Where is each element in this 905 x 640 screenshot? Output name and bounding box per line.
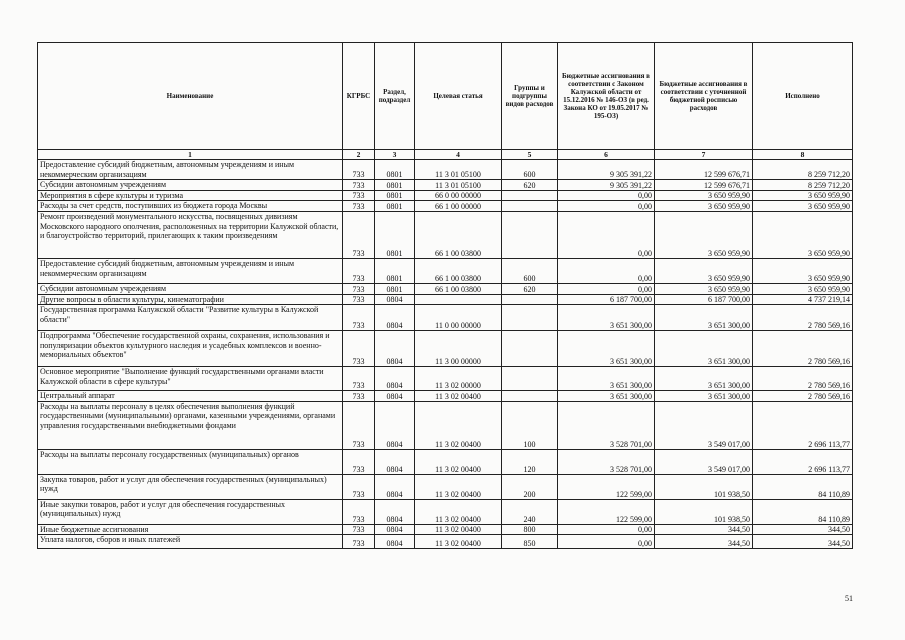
row-vid [502, 391, 558, 402]
row-name: Центральный аппарат [38, 391, 343, 402]
row-vid: 600 [502, 160, 558, 180]
row-plan-amount: 3 651 300,00 [655, 305, 753, 331]
row-law-amount: 0,00 [558, 535, 655, 549]
row-kgrbs: 733 [343, 283, 375, 294]
row-razdel: 0801 [375, 283, 415, 294]
row-kgrbs: 733 [343, 331, 375, 367]
row-vid [502, 190, 558, 201]
row-vid [502, 294, 558, 305]
table-row [38, 258, 853, 283]
row-name: Предоставление субсидий бюджетным, автономным учреждениям и иным некоммерческим организациям [38, 160, 343, 180]
table-row [38, 331, 853, 367]
row-kgrbs: 733 [343, 401, 375, 449]
column-number: 8 [753, 150, 853, 160]
row-statya: 11 3 02 00400 [415, 401, 502, 449]
row-razdel: 0804 [375, 524, 415, 535]
row-name: Иные закупки товаров, работ и услуг для обеспечения государственных (муниципальных) нужд [38, 499, 343, 524]
row-kgrbs: 733 [343, 367, 375, 391]
row-kgrbs: 733 [343, 294, 375, 305]
row-law-amount: 0,00 [558, 190, 655, 201]
header-name: Наименование [38, 43, 343, 150]
table-row [38, 283, 853, 294]
table-row [38, 524, 853, 535]
row-statya: 11 3 01 05100 [415, 160, 502, 180]
row-vid [502, 211, 558, 258]
row-kgrbs: 733 [343, 474, 375, 499]
row-kgrbs: 733 [343, 499, 375, 524]
row-plan-amount: 3 650 959,90 [655, 201, 753, 212]
row-statya: 11 3 02 00400 [415, 391, 502, 402]
row-plan-amount: 12 599 676,71 [655, 180, 753, 191]
budget-execution-table [37, 42, 853, 549]
row-plan-amount: 3 650 959,90 [655, 211, 753, 258]
row-razdel: 0801 [375, 211, 415, 258]
row-vid: 240 [502, 499, 558, 524]
row-law-amount: 0,00 [558, 211, 655, 258]
column-number: 3 [375, 150, 415, 160]
header-row [38, 43, 853, 150]
table-row [38, 401, 853, 449]
row-done-amount: 2 696 113,77 [753, 449, 853, 474]
row-statya: 11 3 02 00400 [415, 449, 502, 474]
row-vid [502, 305, 558, 331]
row-statya: 66 1 00 03800 [415, 258, 502, 283]
row-plan-amount: 3 549 017,00 [655, 449, 753, 474]
row-done-amount: 344,50 [753, 535, 853, 549]
row-done-amount: 8 259 712,20 [753, 160, 853, 180]
row-kgrbs: 733 [343, 449, 375, 474]
row-razdel: 0801 [375, 190, 415, 201]
row-law-amount: 122 599,00 [558, 474, 655, 499]
row-plan-amount: 101 938,50 [655, 474, 753, 499]
row-done-amount: 3 650 959,90 [753, 211, 853, 258]
row-law-amount: 9 305 391,22 [558, 180, 655, 191]
row-razdel: 0804 [375, 401, 415, 449]
table-row [38, 367, 853, 391]
row-law-amount: 3 651 300,00 [558, 367, 655, 391]
row-razdel: 0804 [375, 331, 415, 367]
table-row [38, 474, 853, 499]
row-statya: 66 1 00 03800 [415, 211, 502, 258]
row-razdel: 0804 [375, 474, 415, 499]
column-number: 4 [415, 150, 502, 160]
header-law: Бюджетные ассигнования в соответствии с Законом Калужской области от 15.12.2016 № 146-ОЗ (в ред. Закона КО от 19.05.2017 № 195-ОЗ) [558, 43, 655, 150]
row-vid: 600 [502, 258, 558, 283]
row-plan-amount: 6 187 700,00 [655, 294, 753, 305]
row-name: Закупка товаров, работ и услуг для обеспечения государственных (муниципальных) нужд [38, 474, 343, 499]
row-plan-amount: 12 599 676,71 [655, 160, 753, 180]
row-statya [415, 294, 502, 305]
row-name: Расходы за счет средств, поступивших из бюджета города Москвы [38, 201, 343, 212]
row-done-amount: 2 696 113,77 [753, 401, 853, 449]
page-number: 51 [845, 594, 853, 603]
table-row [38, 449, 853, 474]
table-body [38, 160, 853, 549]
row-law-amount: 3 651 300,00 [558, 391, 655, 402]
row-plan-amount: 3 651 300,00 [655, 391, 753, 402]
row-vid: 850 [502, 535, 558, 549]
table-row [38, 305, 853, 331]
row-name: Субсидии автономным учреждениям [38, 283, 343, 294]
row-razdel: 0804 [375, 367, 415, 391]
row-statya: 11 3 02 00400 [415, 474, 502, 499]
row-razdel: 0801 [375, 258, 415, 283]
table-row [38, 160, 853, 180]
header-kgrbs: КГРБС [343, 43, 375, 150]
row-razdel: 0804 [375, 305, 415, 331]
table-row [38, 391, 853, 402]
row-razdel: 0804 [375, 294, 415, 305]
row-done-amount: 84 110,89 [753, 474, 853, 499]
header-vid: Группы и подгруппы видов расходов [502, 43, 558, 150]
row-law-amount: 3 651 300,00 [558, 305, 655, 331]
row-statya: 66 1 00 03800 [415, 283, 502, 294]
row-law-amount: 9 305 391,22 [558, 160, 655, 180]
table-row [38, 294, 853, 305]
row-kgrbs: 733 [343, 305, 375, 331]
row-kgrbs: 733 [343, 524, 375, 535]
row-name: Расходы на выплаты персоналу государственных (муниципальных) органов [38, 449, 343, 474]
row-vid [502, 331, 558, 367]
column-number-row [38, 150, 853, 160]
row-vid: 120 [502, 449, 558, 474]
row-name: Подпрограмма "Обеспечение государственной охраны, сохранения, использования и популяризации объектов культурного наследия и усадебных комплексов и военно-мемориальных объектов" [38, 331, 343, 367]
row-plan-amount: 344,50 [655, 524, 753, 535]
row-statya: 11 3 02 00400 [415, 499, 502, 524]
row-kgrbs: 733 [343, 258, 375, 283]
row-kgrbs: 733 [343, 211, 375, 258]
row-done-amount: 3 650 959,90 [753, 283, 853, 294]
row-law-amount: 0,00 [558, 283, 655, 294]
header-statya: Целевая статья [415, 43, 502, 150]
row-vid [502, 201, 558, 212]
table-row [38, 535, 853, 549]
row-law-amount: 122 599,00 [558, 499, 655, 524]
row-law-amount: 0,00 [558, 524, 655, 535]
row-razdel: 0801 [375, 160, 415, 180]
row-plan-amount: 3 651 300,00 [655, 331, 753, 367]
row-done-amount: 2 780 569,16 [753, 391, 853, 402]
row-law-amount: 0,00 [558, 201, 655, 212]
row-done-amount: 3 650 959,90 [753, 190, 853, 201]
row-plan-amount: 344,50 [655, 535, 753, 549]
row-done-amount: 3 650 959,90 [753, 201, 853, 212]
row-statya: 11 0 00 00000 [415, 305, 502, 331]
table-row [38, 180, 853, 191]
table-row [38, 201, 853, 212]
row-statya: 11 3 02 00400 [415, 535, 502, 549]
row-statya: 66 1 00 00000 [415, 201, 502, 212]
column-number: 2 [343, 150, 375, 160]
row-name: Предоставление субсидий бюджетным, автономным учреждениям и иным некоммерческим организациям [38, 258, 343, 283]
row-done-amount: 8 259 712,20 [753, 180, 853, 191]
row-name: Ремонт произведений монументального искусства, посвященных дивизиям Московского народного ополчения, расположенных на территории Калужской области, и благоустройство территорий, прилегающих к таким произведениям [38, 211, 343, 258]
row-done-amount: 4 737 219,14 [753, 294, 853, 305]
row-done-amount: 2 780 569,16 [753, 331, 853, 367]
row-plan-amount: 3 549 017,00 [655, 401, 753, 449]
row-name: Расходы на выплаты персоналу в целях обеспечения выполнения функций государственными (муниципальными) органами, казенными учреждениями, органами управления государственными внебюджетными фондами [38, 401, 343, 449]
row-law-amount: 6 187 700,00 [558, 294, 655, 305]
row-vid: 100 [502, 401, 558, 449]
row-name: Другие вопросы в области культуры, кинематографии [38, 294, 343, 305]
row-name: Мероприятия в сфере культуры и туризма [38, 190, 343, 201]
column-number: 1 [38, 150, 343, 160]
row-plan-amount: 3 651 300,00 [655, 367, 753, 391]
row-plan-amount: 101 938,50 [655, 499, 753, 524]
column-number: 6 [558, 150, 655, 160]
row-name: Государственная программа Калужской области "Развитие культуры в Калужской области" [38, 305, 343, 331]
row-name: Уплата налогов, сборов и иных платежей [38, 535, 343, 549]
row-done-amount: 2 780 569,16 [753, 367, 853, 391]
row-statya: 11 3 01 05100 [415, 180, 502, 191]
column-number: 5 [502, 150, 558, 160]
row-plan-amount: 3 650 959,90 [655, 258, 753, 283]
row-vid [502, 367, 558, 391]
row-kgrbs: 733 [343, 160, 375, 180]
row-vid: 200 [502, 474, 558, 499]
row-statya: 11 3 00 00000 [415, 331, 502, 367]
row-kgrbs: 733 [343, 535, 375, 549]
row-statya: 11 3 02 00000 [415, 367, 502, 391]
row-plan-amount: 3 650 959,90 [655, 283, 753, 294]
row-razdel: 0801 [375, 180, 415, 191]
row-kgrbs: 733 [343, 190, 375, 201]
row-kgrbs: 733 [343, 180, 375, 191]
row-done-amount: 344,50 [753, 524, 853, 535]
row-done-amount: 3 650 959,90 [753, 258, 853, 283]
table-row [38, 499, 853, 524]
row-statya: 11 3 02 00400 [415, 524, 502, 535]
column-number: 7 [655, 150, 753, 160]
row-name: Основное мероприятие "Выполнение функций государственными органами власти Калужской области в сфере культуры" [38, 367, 343, 391]
row-name: Иные бюджетные ассигнования [38, 524, 343, 535]
row-kgrbs: 733 [343, 391, 375, 402]
row-kgrbs: 733 [343, 201, 375, 212]
table-row [38, 211, 853, 258]
row-razdel: 0804 [375, 535, 415, 549]
row-razdel: 0804 [375, 499, 415, 524]
row-done-amount: 84 110,89 [753, 499, 853, 524]
row-vid: 620 [502, 180, 558, 191]
header-done: Исполнено [753, 43, 853, 150]
row-statya: 66 0 00 00000 [415, 190, 502, 201]
header-plan: Бюджетные ассигнования в соответствии с уточненной бюджетной росписью расходов [655, 43, 753, 150]
table-row [38, 190, 853, 201]
row-done-amount: 2 780 569,16 [753, 305, 853, 331]
row-razdel: 0801 [375, 201, 415, 212]
row-name: Субсидии автономным учреждениям [38, 180, 343, 191]
row-plan-amount: 3 650 959,90 [655, 190, 753, 201]
row-razdel: 0804 [375, 449, 415, 474]
row-razdel: 0804 [375, 391, 415, 402]
row-law-amount: 3 528 701,00 [558, 401, 655, 449]
row-law-amount: 3 528 701,00 [558, 449, 655, 474]
row-vid: 620 [502, 283, 558, 294]
header-razdel: Раздел, подраздел [375, 43, 415, 150]
row-law-amount: 3 651 300,00 [558, 331, 655, 367]
row-vid: 800 [502, 524, 558, 535]
row-law-amount: 0,00 [558, 258, 655, 283]
